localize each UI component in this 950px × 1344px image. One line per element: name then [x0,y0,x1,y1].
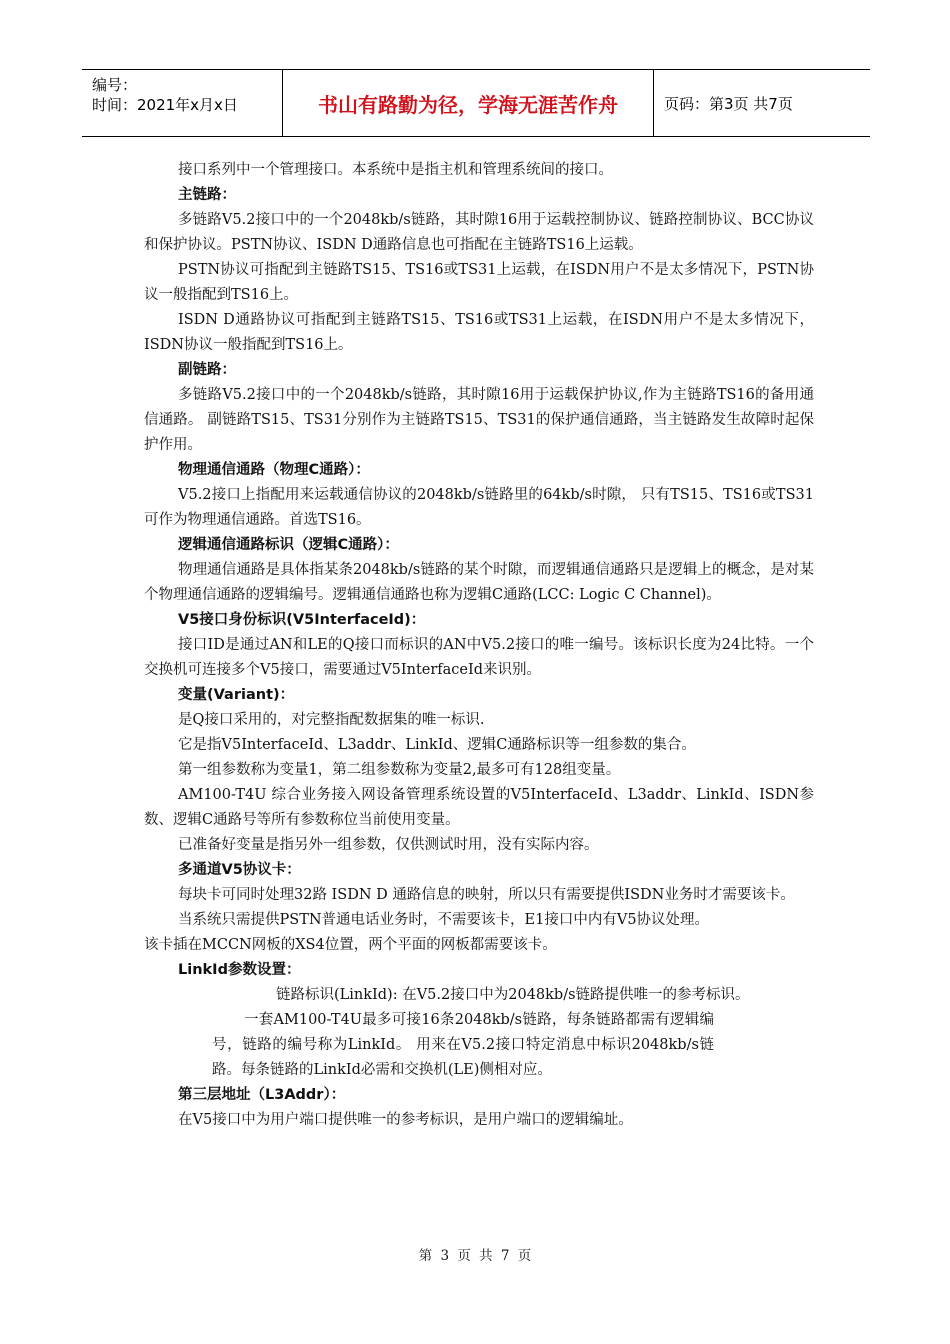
document-time-label: 时间：2021年x月x日 [92,96,238,114]
paragraph: PSTN协议可指配到主链路TS15、TS16或TS31上运载，在ISDN用户不是太多情况下，PSTN协议一般指配到TS16上。 [144,262,814,303]
section-heading: 变量(Variant)： [178,687,295,703]
header-motto: 书山有路勤为径，学海无涯苦作舟 [318,92,618,117]
page-footer: 第 3 页 共 7 页 [418,1248,532,1264]
paragraph: 当系统只需提供PSTN普通电话业务时，不需要该卡，E1接口中内有V5协议处理。 [178,912,710,928]
section-heading: V5接口身份标识(V5InterfaceId)： [178,612,426,628]
paragraph: 一套AM100-T4U最多可接16条2048kb/s链路，每条链路都需有逻辑编号，链路的编号称为LinkId。 用来在V5.2接口特定消息中标识2048kb/s链路。每条链路的LinkId必需和交换机(LE)侧相对应。 [212,1012,714,1078]
header-page-info: 页码：第3页 共7页 [664,94,793,113]
paragraph: 接口ID是通过AN和LE的Q接口而标识的AN中V5.2接口的唯一编号。该标识长度为24比特。一个交换机可连接多个V5接口，需要通过V5InterfaceId来识别。 [144,637,814,678]
document-number-label: 编号： [92,76,138,94]
paragraph: AM100-T4U 综合业务接入网设备管理系统设置的V5InterfaceId、L3addr、LinkId、ISDN参数、逻辑C通路号等所有参数称位当前使用变量。 [144,787,814,828]
paragraph: 在V5接口中为用户端口提供唯一的参考标识，是用户端口的逻辑编址。 [178,1112,633,1128]
document-header [82,69,870,137]
paragraph: 链路标识(LinkId): 在V5.2接口中为2048kb/s链路提供唯一的参考标识。 [276,987,750,1003]
section-heading: 物理通信通路（物理C通路）： [178,462,370,478]
paragraph: 接口系列中一个管理接口。本系统中是指主机和管理系统间的接口。 [178,162,613,178]
paragraph: V5.2接口上指配用来运载通信协议的2048kb/s链路里的64kb/s时隙， 只有TS15、TS16或TS31可作为物理通信通路。首选TS16。 [144,487,814,528]
section-heading: 副链路： [178,362,236,378]
paragraph: 是Q接口采用的，对完整指配数据集的唯一标识. [178,712,485,728]
header-meta [82,70,282,136]
document-body [144,158,814,1133]
header-motto-cell [283,70,653,136]
section-heading: LinkId参数设置： [178,962,301,978]
paragraph: 该卡插在MCCN网板的XS4位置，两个平面的网板都需要该卡。 [144,937,557,953]
section-heading: 主链路： [178,187,236,203]
section-heading: 第三层地址（L3Addr）： [178,1087,346,1103]
header-page-cell [654,70,870,136]
paragraph: 它是指V5InterfaceId、L3addr、LinkId、逻辑C通路标识等一组参数的集合。 [178,737,696,753]
paragraph: ISDN D通路协议可指配到主链路TS15、TS16或TS31上运载，在ISDN用户不是太多情况下，ISDN协议一般指配到TS16上。 [144,312,814,353]
paragraph: 每块卡可同时处理32路 ISDN D 通路信息的映射，所以只有需要提供ISDN业务时才需要该卡。 [178,887,795,903]
section-heading: 多通道V5协议卡： [178,862,301,878]
paragraph: 已准备好变量是指另外一组参数，仅供测试时用，没有实际内容。 [178,837,599,853]
paragraph: 多链路V5.2接口中的一个2048kb/s链路，其时隙16用于运载保护协议,作为主链路TS16的备用通信通路。 副链路TS15、TS31分别作为主链路TS15、TS31的保护通信通路，当主链路发生故障时起保护作用。 [144,387,814,453]
paragraph: 第一组参数称为变量1，第二组参数称为变量2,最多可有128组变量。 [178,762,621,778]
paragraph: 多链路V5.2接口中的一个2048kb/s链路，其时隙16用于运载控制协议、链路控制协议、BCC协议和保护协议。PSTN协议、ISDN D通路信息也可指配在主链路TS16上运载。 [144,212,814,253]
paragraph: 物理通信通路是具体指某条2048kb/s链路的某个时隙，而逻辑通信通路只是逻辑上的概念，是对某个物理通信通路的逻辑编号。逻辑通信通路也称为逻辑C通路(LCC: Logic C Channel)。 [144,562,814,603]
section-heading: 逻辑通信通路标识（逻辑C通路）： [178,537,399,553]
